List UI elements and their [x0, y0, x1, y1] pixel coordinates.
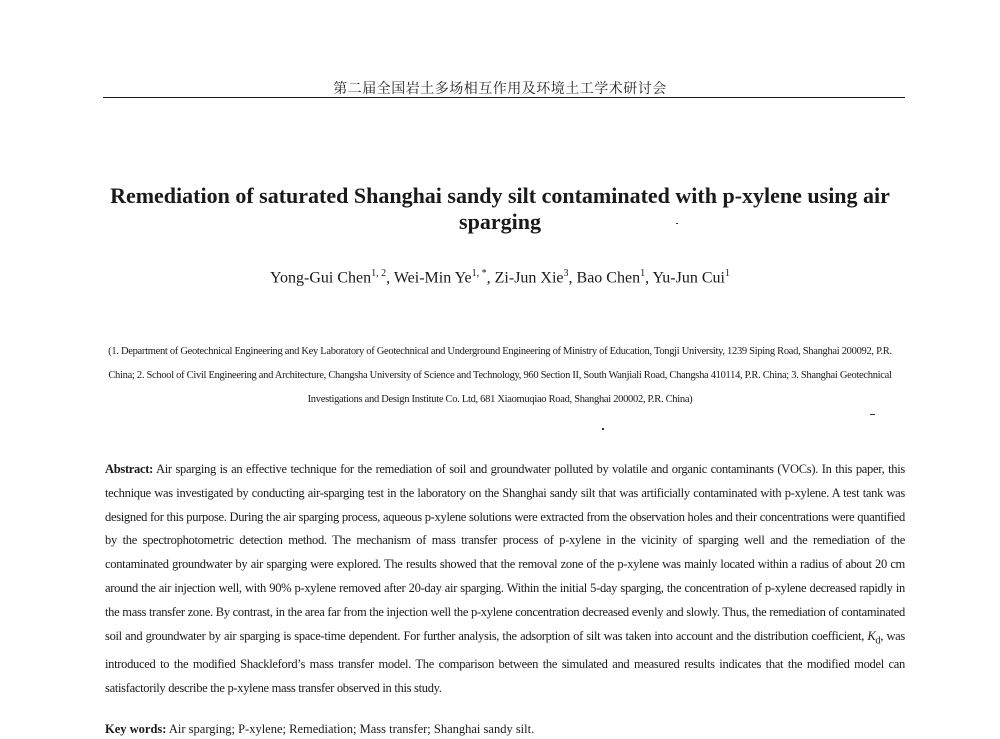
author-name: Bao Chen: [576, 269, 641, 287]
author-name: Yu-Jun Cui: [652, 269, 725, 287]
author-affiliation-mark: 1: [724, 268, 730, 279]
author-name: Zi-Jun Xie: [494, 269, 564, 287]
author-separator: ,: [386, 269, 394, 287]
keywords-label: Key words:: [105, 722, 167, 736]
author-affiliation-mark: 3: [563, 268, 569, 279]
scan-speck: [676, 223, 678, 224]
scan-speck: [602, 428, 604, 430]
author-affiliation-mark: 1: [640, 268, 646, 279]
paper-title: Remediation of saturated Shanghai sandy silt contaminated with p-xylene using air sparging: [110, 183, 890, 234]
header-rule: [103, 97, 905, 98]
author-name: Wei-Min Ye: [393, 269, 472, 287]
kd-symbol: K: [867, 628, 876, 643]
abstract-label: Abstract:: [105, 462, 153, 476]
author-separator: ,: [486, 269, 495, 287]
author-affiliation-mark: 1, *: [471, 268, 487, 279]
author-affiliation-mark: 1, 2: [371, 268, 387, 279]
author-separator: ,: [645, 269, 653, 287]
keywords: [105, 719, 905, 739]
author-separator: ,: [568, 269, 577, 287]
abstract: [105, 458, 905, 700]
affiliations: (1. Department of Geotechnical Engineering and Key Laboratory of Geotechnical and Underground Engineering of Ministry of Education, Tongji University, 1239 Siping Road, Shanghai 200092, P.R. China; 2. School of Civil Engineering and Architecture, Changsha University of Science and Technology, 960 Section II, South Wanjiali Road, Changsha 410114, P.R. China; 3. Shanghai Geotechnical Investigations and Design Institute Co. Ltd, 681 Xiaomuqiao Road, Shanghai 200002, P.R. China): [108, 346, 892, 405]
conference-header: 第二届全国岩土多场相互作用及环境土工学术研讨会: [333, 81, 667, 97]
kd-subscript: d: [875, 635, 881, 647]
abstract-text: Air sparging is an effective technique for the remediation of soil and groundwater polluted by volatile and organic contaminants (VOCs). In this paper, this technique was investigated by conducting air-sparging test in the laboratory on the Shanghai sandy silt that was artificially contaminated with p-xylene. A test tank was designed for this purpose. During the air sparging process, aqueous p-xylene solutions were extracted from the observation holes and their concentrations were quantified by the spectrophotometric detection method. The mechanism of mass transfer process of p-xylene in the vicinity of sparging well and the remediation of the contaminated groundwater by air sparging were explored. The results showed that the removal zone of the p-xylene was mainly located within a radius of about 20 cm around the air injection well, with 90% p-xylene removed after 20-day air sparging. Within the initial 5-day sparging, the concentration of p-xylene decreased rapidly in the mass transfer zone. By contrast, in the area far from the injection well the p-xylene concentration decreased evenly and slowly. Thus, the remediation of contaminated soil and groundwater by air sparging is space-time dependent. For further analysis, the adsorption of silt was taken into account and the distribution coefficient,: [105, 462, 905, 643]
scan-speck: [870, 414, 875, 415]
author-name: Yong-Gui Chen: [270, 269, 372, 287]
abstract-text-end: , was introduced to the modified Shackleford’s mass transfer model. The comparison between the simulated and measured results indicates that the modified model can satisfactorily describe the p-xylene mass transfer observed in this study.: [105, 628, 905, 695]
keywords-text: Air sparging; P-xylene; Remediation; Mass transfer; Shanghai sandy silt.: [166, 722, 535, 736]
author-list: [0, 268, 1000, 287]
